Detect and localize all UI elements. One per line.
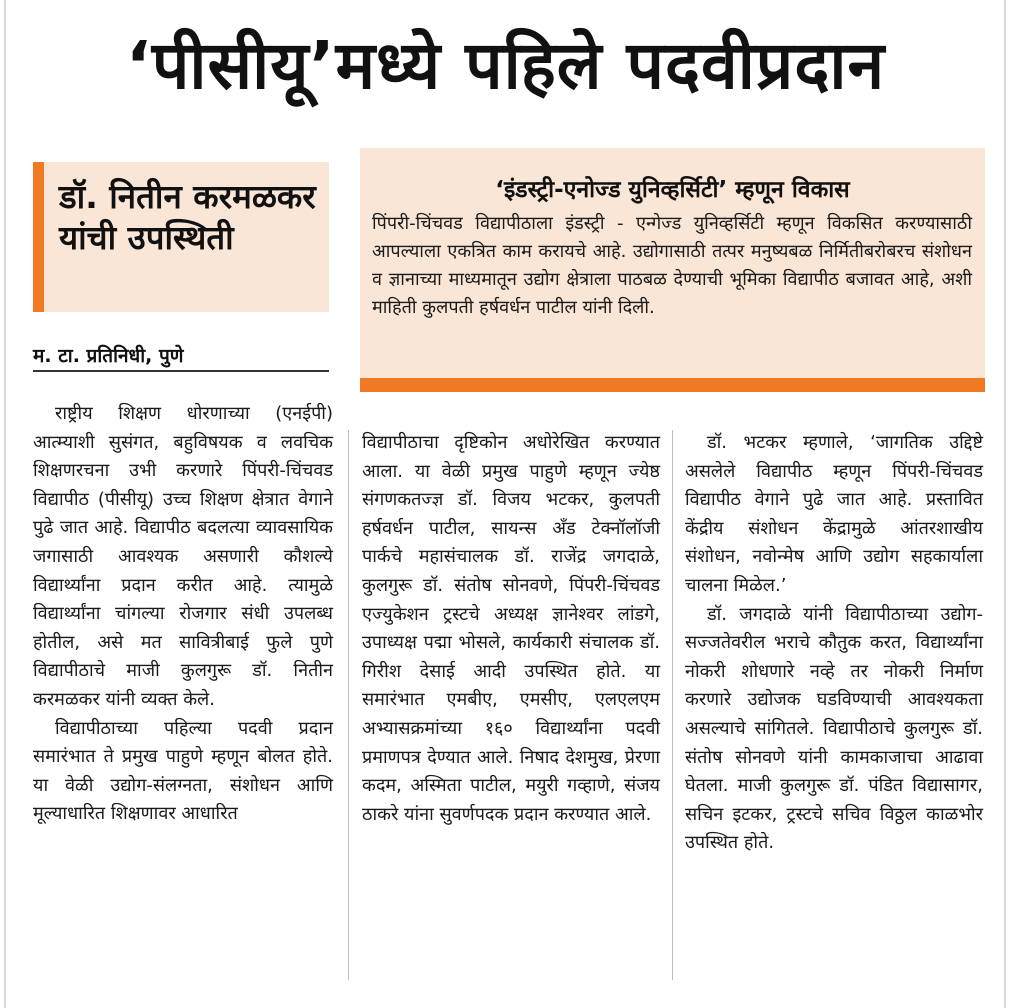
- paragraph: विद्यापीठाच्या पहिल्या पदवी प्रदान समारंभात ते प्रमुख पाहुणे म्हणून बोलत होते. या वेळी उद्योग-संलग्नता, संशोधन आणि मूल्याधारित शिक्षणावर आधारित: [33, 717, 333, 825]
- byline: म. टा. प्रतिनिधी, पुणे: [33, 345, 184, 367]
- byline-rule: [33, 370, 329, 372]
- column-divider: [672, 430, 673, 980]
- headline: ‘पीसीयू’मध्ये पहिले पदवीप्रदान: [125, 27, 886, 104]
- accent-bar: [33, 162, 44, 312]
- column-divider: [348, 430, 349, 980]
- paragraph: डॉ. जगदाळे यांनी विद्यापीठाच्या उद्योग-सज्जतेवरील भराचे कौतुक करत, विद्यार्थ्यांना नोकरी शोधणारे नव्हे तर नोकरी निर्माण करणारे उद्योजक घडविण्याची आवश्यकता असल्याचे सांगितले. विद्यापीठाचे कुलगुरू डॉ. संतोष सोनवणे यांनी कामकाजाचा आढावा घेतला. माजी कुलगुरू डॉ. पंडित विद्यासागर, सचिन इटकर, ट्रस्टचे सचिव विठ्ठल काळभोर उपस्थित होते.: [685, 603, 983, 854]
- right-page-edge: [1004, 0, 1006, 1008]
- subheading-box: [33, 162, 329, 312]
- article-column-1: [33, 400, 333, 829]
- paragraph: विद्यापीठाचा दृष्टिकोन अधोरेखित करण्यात आला. या वेळी प्रमुख पाहुणे म्हणून ज्येष्ठ संगणकतज्ज्ञ डॉ. विजय भटकर, कुलपती हर्षवर्धन पाटील, सायन्स अँड टेक्नॉलॉजी पार्कचे महासंचालक डॉ. राजेंद्र जगदाळे, कुलगुरू डॉ. संतोष सोनवणे, पिंपरी-चिंचवड एज्युकेशन ट्रस्टचे अध्यक्ष ज्ञानेश्वर लांडगे, उपाध्यक्ष पद्मा भोसले, कार्यकारी संचालक डॉ. गिरीश देसाई आदी उपस्थित होते. या समारंभात एमबीए, एमसीए, एलएलएम अभ्यासक्रमांच्या १६० विद्यार्थ्यांना पदवी प्रमाणपत्र देण्यात आले. निषाद देशमुख, प्रेरणा कदम, अस्मिता पाटील, मयुरी गव्हाणे, संजय ठाकरे यांना सुवर्णपदक प्रदान करण्यात आले.: [362, 432, 660, 825]
- subheading-text: डॉ. नितीन करमळकर यांची उपस्थिती: [59, 177, 316, 257]
- highlight-box: [360, 148, 985, 392]
- highlight-title: ‘इंडस्ट्री-एनोज्ड युनिव्हर्सिटी’ म्हणून विकास: [495, 177, 850, 203]
- paragraph: राष्ट्रीय शिक्षण धोरणाच्या (एनईपी) आत्म्याशी सुसंगत, बहुविषयक व लवचिक शिक्षणरचना उभी करणारे पिंपरी-चिंचवड विद्यापीठ (पीसीयू) उच्च शिक्षण क्षेत्रात वेगाने पुढे जात आहे. विद्यापीठ बदलत्या व्यावसायिक जगासाठी आवश्यक असणारी कौशल्ये विद्यार्थ्यांना प्रदान करीत आहे. त्यामुळे विद्यार्थ्यांना चांगल्या रोजगार संधी उपलब्ध होतील, असे मत सावित्रीबाई फुले पुणे विद्यापीठाचे माजी कुलगुरू डॉ. नितीन करमळकर यांनी व्यक्त केले.: [33, 403, 333, 710]
- article-column-3: [685, 429, 983, 858]
- left-page-edge: [4, 0, 6, 1008]
- highlight-accent-strip: [360, 378, 985, 392]
- article-column-2: [362, 429, 660, 829]
- highlight-body: पिंपरी-चिंचवड विद्यापीठाला इंडस्ट्री - एन्गेज्ड युनिव्हर्सिटी म्हणून विकसित करण्यासाठी आपल्याला एकत्रित काम करायचे आहे. उद्योगासाठी तत्पर मनुष्यबळ निर्मितीबरोबरच संशोधन व ज्ञानाच्या माध्यमातून उद्योग क्षेत्राला पाठबळ देण्याची भूमिका विद्यापीठ बजावत आहे, अशी माहिती कुलपती हर्षवर्धन पाटील यांनी दिली.: [372, 213, 972, 318]
- paragraph: डॉ. भटकर म्हणाले, ‘जागतिक उद्दिष्टे असलेले विद्यापीठ म्हणून पिंपरी-चिंचवड विद्यापीठ वेगाने पुढे जात आहे. प्रस्तावित केंद्रीय संशोधन केंद्रामुळे आंतरशाखीय संशोधन, नवोन्मेष आणि उद्योग सहकार्याला चालना मिळेल.’: [685, 432, 983, 596]
